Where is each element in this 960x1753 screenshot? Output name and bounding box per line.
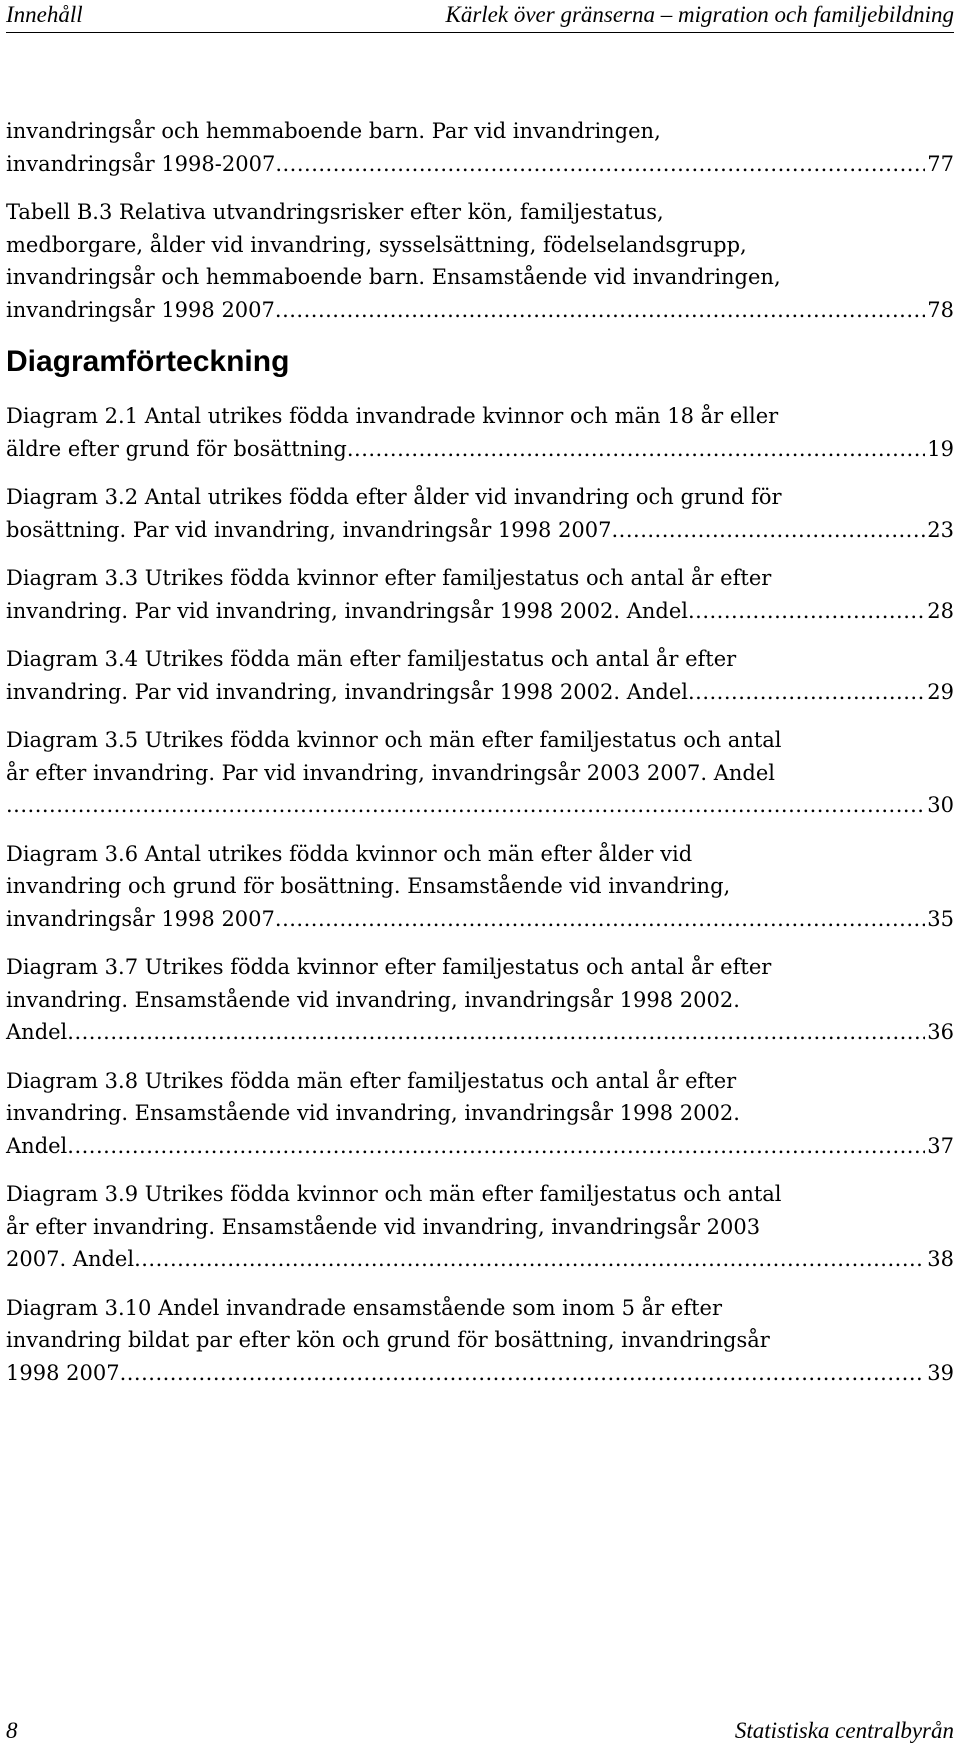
toc-entry-leader-line bbox=[6, 148, 954, 181]
toc-entry-text: 2007. Andel bbox=[6, 1247, 135, 1271]
toc-entry-line: år efter invandring. Par vid invandring, invandringsår 2003 2007. Andel bbox=[6, 760, 775, 785]
toc-page-number: 35 bbox=[927, 906, 954, 931]
toc-entry-line: Diagram 3.5 Utrikes födda kvinnor och män efter familjestatus och antal bbox=[6, 728, 782, 752]
toc-entry-line: Diagram 3.9 Utrikes födda kvinnor och män efter familjestatus och antal bbox=[6, 1182, 782, 1206]
dot-leader bbox=[275, 903, 925, 936]
toc-entry[interactable] bbox=[6, 562, 954, 627]
toc-page-number: 39 bbox=[927, 1360, 954, 1385]
toc-entry-leader-line bbox=[6, 1016, 954, 1049]
toc-entry[interactable] bbox=[6, 1292, 954, 1390]
toc-entry-text: invandring. Par vid invandring, invandringsår 1998 2002. Andel bbox=[6, 679, 688, 704]
toc-entry-leader-line bbox=[6, 676, 954, 709]
toc-entry-line: Diagram 3.2 Antal utrikes födda efter ålder vid invandring och grund för bbox=[6, 485, 782, 509]
toc-entry-line: invandring. Ensamstående vid invandring, invandringsår 1998 2002. bbox=[6, 1101, 740, 1125]
toc-entry-line: Diagram 3.7 Utrikes födda kvinnor efter familjestatus och antal år efter bbox=[6, 955, 772, 979]
toc-page-number: 30 bbox=[927, 793, 954, 817]
toc-entry-text: 1998 2007 bbox=[6, 1360, 120, 1385]
dot-leader bbox=[67, 1130, 925, 1163]
toc-entry-text: äldre efter grund för bosättning bbox=[6, 436, 347, 461]
dot-leader bbox=[612, 514, 926, 547]
toc-entry[interactable] bbox=[6, 838, 954, 936]
table-of-contents bbox=[6, 115, 954, 1405]
toc-page-number: 23 bbox=[927, 517, 954, 542]
toc-diagram-list bbox=[6, 400, 954, 1389]
toc-entry-line: Diagram 3.3 Utrikes födda kvinnor efter familjestatus och antal år efter bbox=[6, 566, 772, 590]
toc-entry[interactable] bbox=[6, 724, 954, 822]
toc-entry[interactable] bbox=[6, 951, 954, 1049]
dot-leader bbox=[134, 1243, 925, 1276]
toc-page-number: 29 bbox=[927, 679, 954, 704]
toc-page-number: 77 bbox=[927, 151, 954, 176]
toc-entry-line: Diagram 2.1 Antal utrikes födda invandrade kvinnor och män 18 år eller bbox=[6, 404, 779, 428]
toc-entry-leader-line bbox=[6, 595, 954, 628]
toc-entry-line: Diagram 3.8 Utrikes födda män efter familjestatus och antal år efter bbox=[6, 1068, 737, 1093]
toc-entry-text: Andel bbox=[6, 1020, 68, 1044]
toc-entry-text: bosättning. Par vid invandring, invandringsår 1998 2007 bbox=[6, 517, 612, 542]
toc-page-number: 78 bbox=[927, 297, 954, 322]
dot-leader bbox=[67, 1016, 925, 1049]
toc-entry-leader-line bbox=[6, 294, 954, 327]
toc-entry-leader-line bbox=[6, 1243, 954, 1276]
toc-entry-leader-line bbox=[6, 903, 954, 936]
footer-page-number: 8 bbox=[6, 1718, 18, 1743]
toc-entry-text: invandring. Par vid invandring, invandringsår 1998 2002. Andel bbox=[6, 598, 688, 623]
toc-entry-leader-line bbox=[6, 514, 954, 547]
toc-entry-line: Diagram 3.10 Andel invandrade ensamstående som inom 5 år efter bbox=[6, 1295, 722, 1320]
toc-entry-line: medborgare, ålder vid invandring, sysselsättning, födelselandsgrupp, bbox=[6, 232, 747, 257]
toc-entry-line: Diagram 3.6 Antal utrikes födda kvinnor och män efter ålder vid bbox=[6, 841, 693, 866]
toc-page-number: 38 bbox=[927, 1247, 954, 1271]
section-heading-diagram-list: Diagramförteckning bbox=[6, 345, 290, 378]
footer-publisher: Statistiska centralbyrån bbox=[734, 1718, 954, 1743]
toc-entry-leader-line bbox=[6, 1130, 954, 1163]
toc-tables-continued bbox=[6, 115, 954, 326]
toc-entry-line: invandring. Ensamstående vid invandring, invandringsår 1998 2002. bbox=[6, 987, 740, 1012]
toc-entry-text: invandringsår 1998 2007 bbox=[6, 906, 275, 931]
toc-entry[interactable] bbox=[6, 115, 954, 180]
toc-entry-line: år efter invandring. Ensamstående vid invandring, invandringsår 2003 bbox=[6, 1214, 761, 1239]
toc-entry[interactable] bbox=[6, 1065, 954, 1163]
toc-entry[interactable] bbox=[6, 643, 954, 708]
toc-page-number: 36 bbox=[927, 1020, 954, 1044]
toc-entry[interactable] bbox=[6, 1178, 954, 1276]
toc-page-number: 37 bbox=[927, 1133, 954, 1158]
dot-leader bbox=[6, 789, 925, 822]
toc-entry-leader-line bbox=[6, 433, 954, 466]
toc-entry-line: Tabell B.3 Relativa utvandringsrisker efter kön, familjestatus, bbox=[6, 200, 664, 224]
toc-entry-line: invandring bildat par efter kön och grund för bosättning, invandringsår bbox=[6, 1328, 770, 1352]
header-document-title: Kärlek över gränserna – migration och familjebildning bbox=[445, 2, 954, 27]
toc-entry-leader-line bbox=[6, 1357, 954, 1390]
page-header bbox=[6, 0, 954, 33]
toc-entry[interactable] bbox=[6, 196, 954, 326]
toc-entry-line: invandringsår och hemmaboende barn. Par vid invandringen, bbox=[6, 119, 661, 143]
toc-entry-line: invandring och grund för bosättning. Ensamstående vid invandring, bbox=[6, 874, 731, 898]
dot-leader bbox=[275, 148, 925, 181]
dot-leader bbox=[688, 595, 925, 628]
dot-leader bbox=[688, 676, 925, 709]
toc-entry-text: invandringsår 1998-2007 bbox=[6, 151, 276, 176]
toc-page-number: 28 bbox=[927, 598, 954, 623]
dot-leader bbox=[347, 433, 925, 466]
toc-entry-line: invandringsår och hemmaboende barn. Ensamstående vid invandringen, bbox=[6, 265, 781, 289]
toc-page-number: 19 bbox=[927, 436, 954, 461]
toc-entry[interactable] bbox=[6, 481, 954, 546]
toc-entry[interactable] bbox=[6, 400, 954, 465]
toc-entry-text: Andel bbox=[6, 1133, 68, 1158]
dot-leader bbox=[275, 294, 925, 327]
toc-entry-text: invandringsår 1998 2007 bbox=[6, 297, 275, 322]
toc-entry-line: Diagram 3.4 Utrikes födda män efter familjestatus och antal år efter bbox=[6, 647, 737, 671]
toc-entry-leader-line bbox=[6, 789, 954, 822]
header-section-title: Innehåll bbox=[6, 2, 83, 27]
dot-leader bbox=[120, 1357, 926, 1390]
